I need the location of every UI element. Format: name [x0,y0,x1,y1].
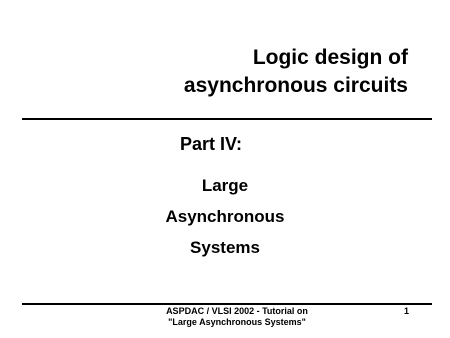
slide-subtitle: Part IV: [180,134,243,154]
slide-title-line-1: Logic design of [252,46,408,69]
slide-title-line-2: asynchronous circuits [183,74,408,97]
bottom-divider [22,303,432,305]
topic-line-3: Systems [190,238,260,257]
top-divider [22,118,432,120]
footer-line-1: ASPDAC / VLSI 2002 - Tutorial on [166,306,308,316]
slide-title [88,44,408,100]
page-number: 1 [404,306,410,316]
topic-line-2: Asynchronous [165,207,285,226]
footer-line-2: "Large Asynchronous Systems" [168,317,306,327]
slide-footer [152,306,322,328]
topic-line-1: Large [201,176,249,195]
